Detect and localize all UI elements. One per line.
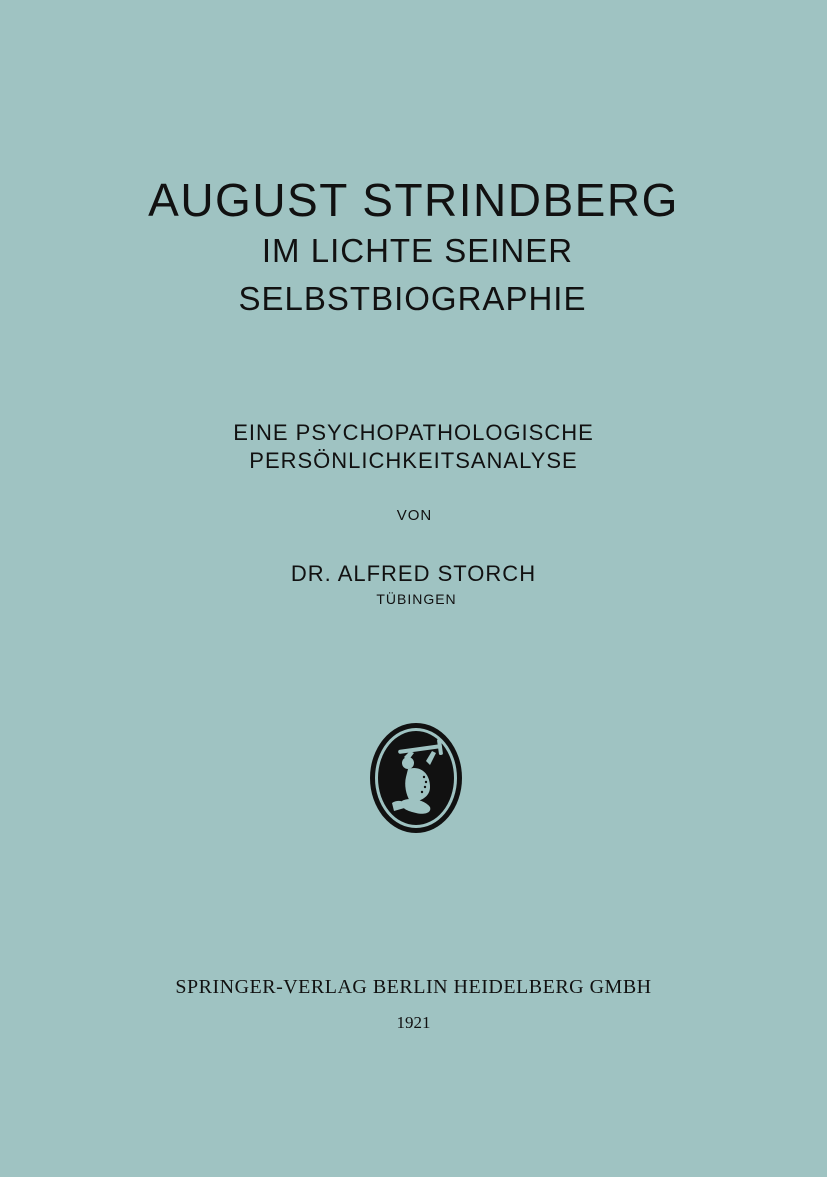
- description-line-2: PERSÖNLICHKEITSANALYSE: [249, 448, 578, 473]
- book-subtitle-line-1: IM LICHTE SEINER: [261, 232, 574, 269]
- book-title: AUGUST STRINDBERG: [148, 174, 679, 226]
- author-line: [0, 560, 827, 588]
- author-name: ALFRED STORCH: [337, 561, 537, 586]
- publisher-name: SPRINGER-VERLAG BERLIN HEIDELBERG GMBH: [175, 976, 652, 998]
- description-line-1: EINE PSYCHOPATHOLOGISCHE: [233, 420, 594, 445]
- author-prefix: DR.: [290, 561, 332, 586]
- springer-digger-emblem-icon: [368, 721, 464, 835]
- book-subtitle-line-2: SELBSTBIOGRAPHIE: [238, 280, 587, 317]
- author-place: TÜBINGEN: [376, 591, 457, 607]
- by-label: VON: [396, 507, 433, 524]
- publication-year: 1921: [396, 1013, 431, 1032]
